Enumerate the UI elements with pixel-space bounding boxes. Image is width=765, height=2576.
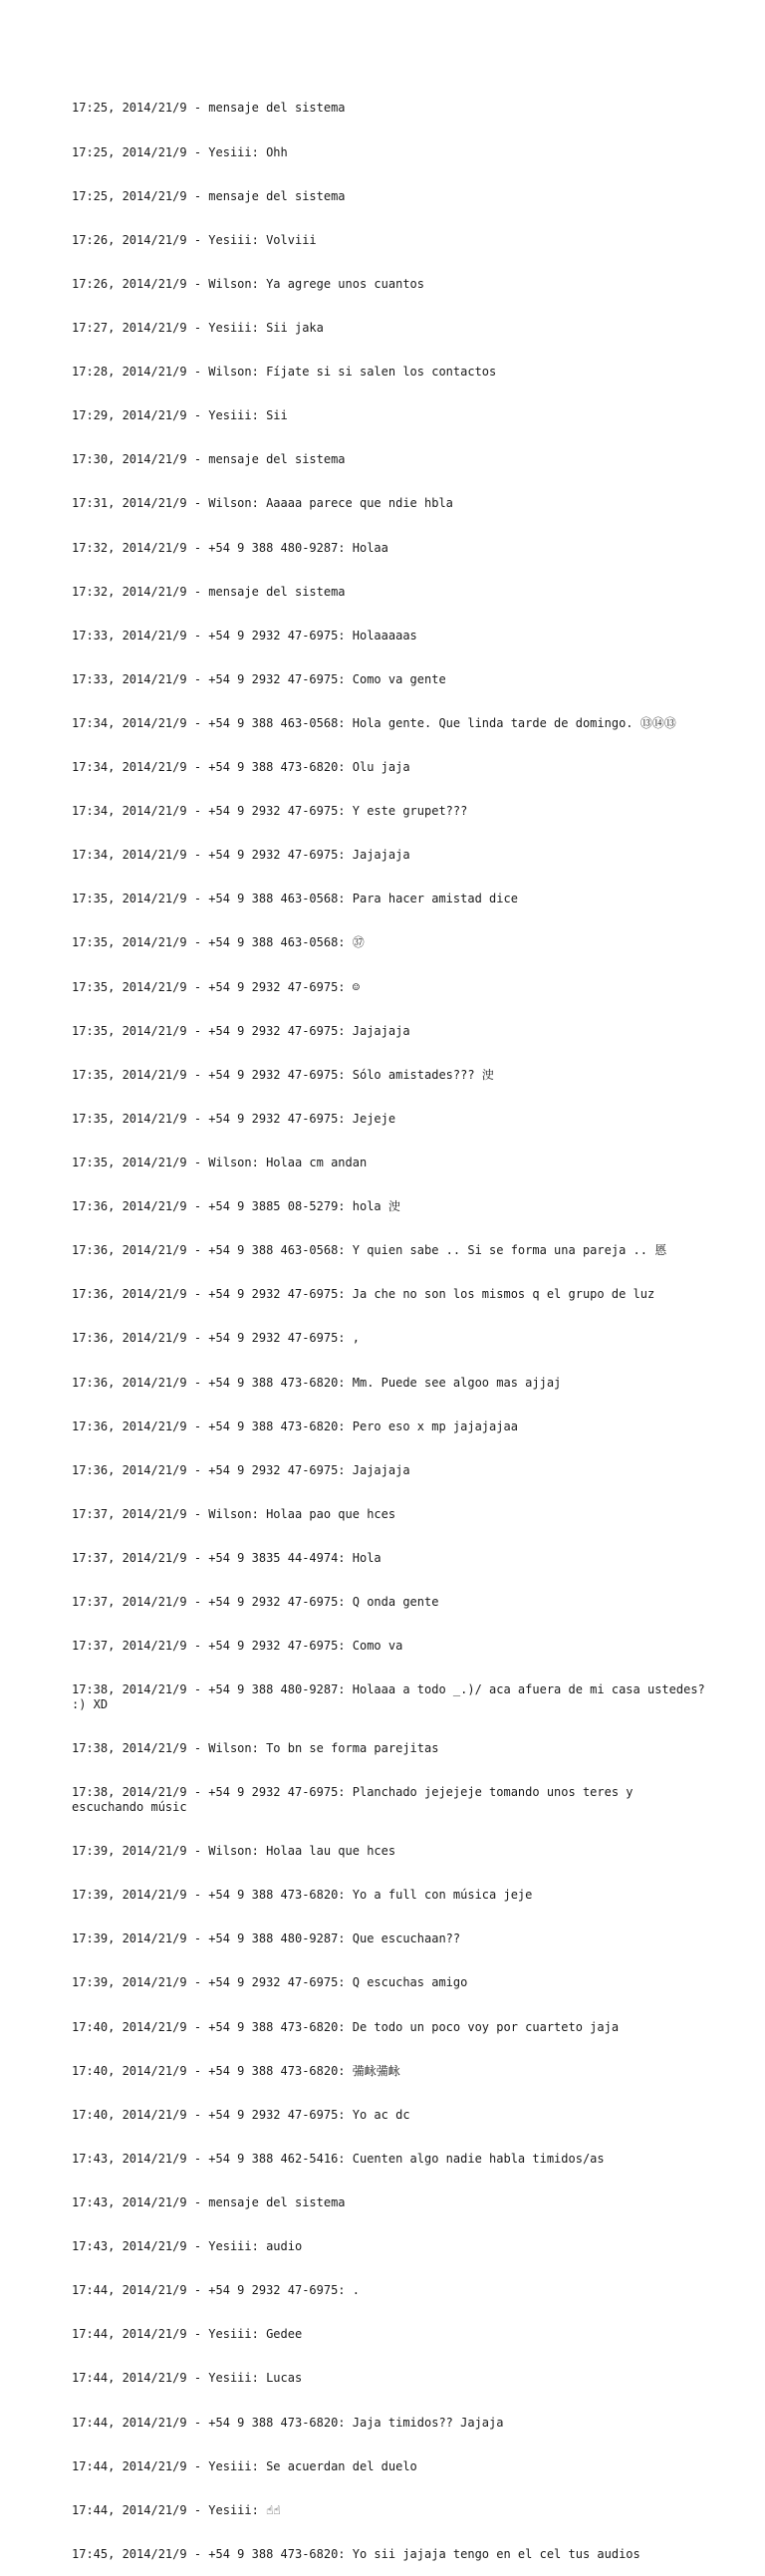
chat-line: 17:36, 2014/21/9 - +54 9 2932 47-6975: , — [72, 1331, 360, 1346]
chat-line: 17:38, 2014/21/9 - Wilson: To bn se forma parejitas — [72, 1741, 439, 1756]
chat-line: 17:26, 2014/21/9 - Yesiii: Volviii — [72, 232, 317, 247]
chat-line: 17:34, 2014/21/9 - +54 9 2932 47-6975: Jajajaja — [72, 848, 410, 863]
chat-line: 17:37, 2014/21/9 - +54 9 3835 44-4974: Hola — [72, 1551, 382, 1566]
chat-line: 17:35, 2014/21/9 - +54 9 388 463-0568: ㊲ — [72, 935, 365, 950]
chat-line: 17:33, 2014/21/9 - +54 9 2932 47-6975: Como va gente — [72, 671, 446, 686]
chat-line: 17:45, 2014/21/9 - +54 9 388 473-6820: Yo sii jajaja tengo en el cel tus audios — [72, 2546, 640, 2561]
chat-line: 17:36, 2014/21/9 - +54 9 2932 47-6975: Jajajaja — [72, 1462, 410, 1477]
chat-line: 17:43, 2014/21/9 - +54 9 388 462-5416: Cuenten algo nadie habla timidos/as — [72, 2151, 605, 2166]
chat-line: 17:40, 2014/21/9 - +54 9 2932 47-6975: Yo ac dc — [72, 2107, 410, 2122]
chat-line: 17:40, 2014/21/9 - +54 9 388 473-6820: 㣁䘑㣁䘑 — [72, 2063, 400, 2078]
chat-line: 17:44, 2014/21/9 - Yesiii: ☝☝ — [72, 2502, 281, 2517]
chat-line: 17:37, 2014/21/9 - +54 9 2932 47-6975: Q onda gente — [72, 1595, 439, 1610]
chat-line: 17:44, 2014/21/9 - +54 9 2932 47-6975: . — [72, 2283, 360, 2298]
chat-line: 17:44, 2014/21/9 - Yesiii: Gedee — [72, 2327, 303, 2342]
chat-line: 17:44, 2014/21/9 - Yesiii: Se acuerdan del duelo — [72, 2458, 417, 2473]
chat-line: 17:38, 2014/21/9 - +54 9 388 480-9287: Holaaa a todo _.)/ aca afuera de mi casa ustedes? :) XD — [72, 1682, 712, 1712]
chat-line: 17:35, 2014/21/9 - Wilson: Holaa cm andan — [72, 1156, 368, 1170]
chat-line: 17:36, 2014/21/9 - +54 9 388 463-0568: Y quien sabe .. Si se forma una pareja .. 㥦 — [72, 1243, 667, 1258]
chat-line: 17:39, 2014/21/9 - +54 9 388 480-9287: Que escuchaan?? — [72, 1932, 461, 1946]
chat-line: 17:39, 2014/21/9 - +54 9 2932 47-6975: Q escuchas amigo — [72, 1975, 468, 1990]
chat-line: 17:35, 2014/21/9 - +54 9 388 463-0568: Para hacer amistad dice — [72, 892, 518, 906]
chat-line: 17:28, 2014/21/9 - Wilson: Fíjate si si salen los contactos — [72, 365, 497, 380]
chat-line: 17:25, 2014/21/9 - Yesiii: Ohh — [72, 144, 288, 159]
chat-line: 17:31, 2014/21/9 - Wilson: Aaaaa parece que ndie hbla — [72, 496, 453, 511]
chat-line: 17:34, 2014/21/9 - +54 9 388 473-6820: Olu jaja — [72, 760, 410, 775]
chat-line: 17:25, 2014/21/9 - mensaje del sistema — [72, 188, 346, 203]
chat-line: 17:30, 2014/21/9 - mensaje del sistema — [72, 452, 346, 467]
chat-line: 17:43, 2014/21/9 - Yesiii: audio — [72, 2239, 303, 2254]
chat-line: 17:36, 2014/21/9 - +54 9 3885 08-5279: hola 㳏 — [72, 1199, 400, 1214]
chat-line: 17:40, 2014/21/9 - +54 9 388 473-6820: De todo un poco voy por cuarteto jaja — [72, 2019, 620, 2034]
chat-line: 17:27, 2014/21/9 - Yesiii: Sii jaka — [72, 320, 324, 335]
chat-line: 17:38, 2014/21/9 - +54 9 2932 47-6975: Planchado jejejeje tomando unos teres y escuchando músic — [72, 1785, 640, 1814]
chat-line: 17:34, 2014/21/9 - +54 9 2932 47-6975: Y este grupet??? — [72, 804, 468, 819]
chat-line: 17:34, 2014/21/9 - +54 9 388 463-0568: Hola gente. Que linda tarde de domingo. ⑬⑭⑬ — [72, 715, 676, 730]
chat-line: 17:35, 2014/21/9 - +54 9 2932 47-6975: ☺ — [72, 979, 360, 994]
chat-line: 17:36, 2014/21/9 - +54 9 388 473-6820: Pero eso x mp jajajajaa — [72, 1418, 518, 1433]
chat-line: 17:39, 2014/21/9 - Wilson: Holaa lau que hces — [72, 1844, 396, 1859]
chat-line: 17:26, 2014/21/9 - Wilson: Ya agrege unos cuantos — [72, 276, 425, 291]
chat-line: 17:35, 2014/21/9 - +54 9 2932 47-6975: Jajajaja — [72, 1023, 410, 1038]
chat-line: 17:44, 2014/21/9 - Yesiii: Lucas — [72, 2371, 303, 2386]
chat-line: 17:43, 2014/21/9 - mensaje del sistema — [72, 2194, 346, 2209]
chat-transcript — [72, 72, 712, 2576]
chat-line: 17:36, 2014/21/9 - +54 9 388 473-6820: Mm. Puede see algoo mas ajjaj — [72, 1375, 562, 1390]
chat-line: 17:29, 2014/21/9 - Yesiii: Sii — [72, 408, 288, 423]
chat-line: 17:37, 2014/21/9 - +54 9 2932 47-6975: Como va — [72, 1639, 403, 1654]
chat-line: 17:32, 2014/21/9 - mensaje del sistema — [72, 584, 346, 599]
chat-line: 17:37, 2014/21/9 - Wilson: Holaa pao que hces — [72, 1506, 396, 1521]
chat-line: 17:25, 2014/21/9 - mensaje del sistema — [72, 101, 346, 116]
chat-line: 17:39, 2014/21/9 - +54 9 388 473-6820: Yo a full con música jeje — [72, 1888, 533, 1903]
chat-line: 17:35, 2014/21/9 - +54 9 2932 47-6975: Jejeje — [72, 1111, 396, 1126]
chat-line: 17:32, 2014/21/9 - +54 9 388 480-9287: Holaa — [72, 540, 388, 555]
chat-line: 17:33, 2014/21/9 - +54 9 2932 47-6975: Holaaaaas — [72, 628, 417, 643]
chat-line: 17:35, 2014/21/9 - +54 9 2932 47-6975: Sólo amistades??? 㳏 — [72, 1067, 494, 1082]
chat-line: 17:36, 2014/21/9 - +54 9 2932 47-6975: Ja che no son los mismos q el grupo de luz — [72, 1287, 655, 1302]
chat-line: 17:44, 2014/21/9 - +54 9 388 473-6820: Jaja timidos?? Jajaja — [72, 2415, 504, 2430]
